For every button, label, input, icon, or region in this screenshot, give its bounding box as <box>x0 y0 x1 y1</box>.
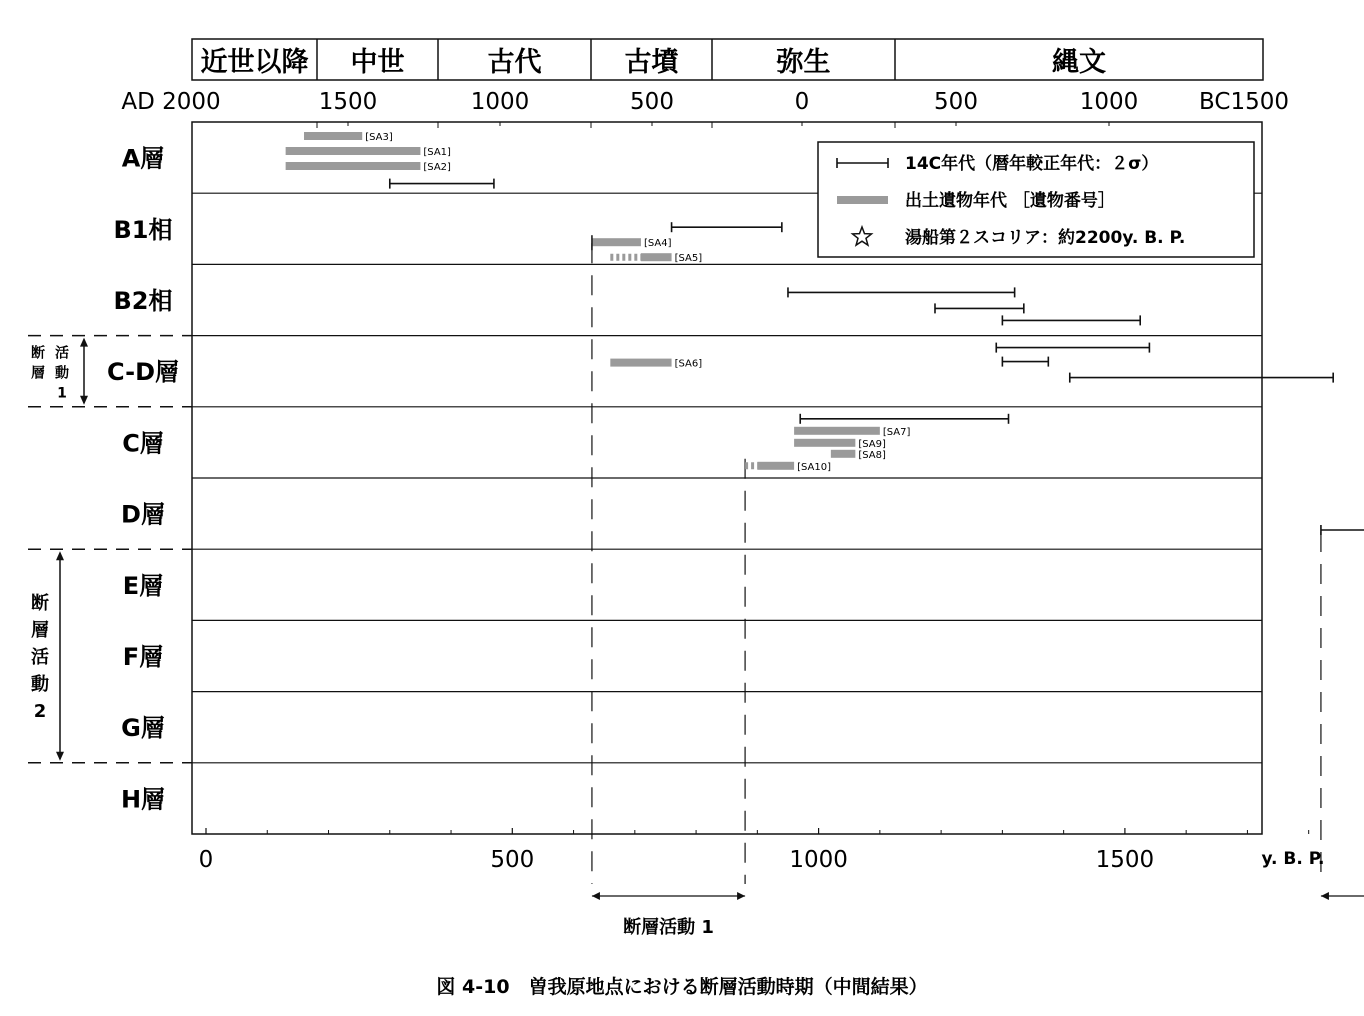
bracket-label-char: 断 <box>31 345 45 362</box>
artifact-bar <box>641 253 672 261</box>
artifact-bar <box>794 439 855 447</box>
ad-bc-tick-label: AD 2000 <box>121 89 221 115</box>
artifact-bar <box>286 147 421 155</box>
layer-label: A層 <box>121 144 165 173</box>
era-label: 中世 <box>350 47 405 78</box>
bracket-arrow <box>56 551 64 560</box>
ad-bc-tick-label: 0 <box>794 89 810 115</box>
artifact-bar <box>286 162 421 170</box>
bracket-label-char: 1 <box>57 385 67 402</box>
legend-label: 湯船第２スコリア：約2200y. B. P. <box>905 228 1186 248</box>
ad-bc-tick-label: BC1500 <box>1199 89 1289 115</box>
bracket-arrow <box>80 396 88 405</box>
ad-bc-scale <box>121 89 1289 115</box>
legend-label: 出土遺物年代 ［遺物番号］ <box>905 191 1115 211</box>
artifact-bar <box>794 427 880 435</box>
x-tick-label: 1500 <box>1095 847 1155 873</box>
layer-label: F層 <box>122 643 164 671</box>
fault-event-label: 断層活動 1 <box>623 917 714 938</box>
artifact-label: [SA7] <box>882 426 911 438</box>
era-label: 古代 <box>487 47 542 78</box>
ad-bc-tick-label: 1000 <box>470 89 530 115</box>
layer-label: B2相 <box>113 287 173 315</box>
artifact-bar <box>592 238 641 246</box>
layer-label: G層 <box>121 714 165 743</box>
bracket-label-char: 2 <box>33 701 47 723</box>
artifact-bar <box>757 462 794 470</box>
artifact-label: [SA6] <box>674 358 703 370</box>
layer-label: B1相 <box>113 215 173 244</box>
layer-label: H層 <box>120 785 166 814</box>
fault-events <box>592 892 1364 938</box>
bracket-label-char: 層 <box>31 365 45 382</box>
artifact-bar <box>610 359 671 367</box>
layer-label: D層 <box>121 500 165 529</box>
fault-guide-lines <box>592 243 1364 884</box>
bracket-label-char: 活 <box>55 345 69 362</box>
artifact-label: [SA1] <box>423 147 451 158</box>
layer-label: C層 <box>122 429 164 458</box>
bracket-arrow <box>56 752 64 761</box>
ad-bc-tick-label: 500 <box>934 89 978 115</box>
bracket-label-char: 活 <box>31 647 49 669</box>
fault-arrowhead <box>592 892 600 900</box>
artifact-label: [SA5] <box>674 253 703 265</box>
artifact-label: [SA10] <box>797 461 832 473</box>
ad-bc-tick-label: 1000 <box>1079 89 1139 115</box>
artifact-bar <box>304 132 362 140</box>
x-tick-label: 1000 <box>789 847 848 873</box>
artifact-bar <box>831 450 856 458</box>
artifact-label: [SA8] <box>858 449 886 461</box>
x-tick-label: 0 <box>198 847 214 873</box>
x-tick-label: 500 <box>490 847 535 873</box>
bracket-arrow <box>80 338 88 347</box>
era-header <box>192 39 1263 80</box>
legend-label: 14C年代（暦年較正年代：２σ） <box>905 154 1159 174</box>
figure-caption: 図 4-10 曽我原地点における断層活動時期（中間結果） <box>436 976 928 998</box>
layer-label: E層 <box>122 571 164 600</box>
bracket-label-char: 層 <box>31 620 49 642</box>
artifact-label: [SA2] <box>423 162 451 173</box>
artifact-label: [SA4] <box>643 238 672 250</box>
legend <box>818 142 1254 257</box>
fault-arrowhead <box>1321 892 1329 900</box>
artifact-label: [SA3] <box>365 132 393 143</box>
legend-artifact-bar <box>837 196 888 204</box>
era-label: 縄文 <box>1052 47 1106 78</box>
layer-label: C-D層 <box>106 358 180 387</box>
x-axis-unit: y. B. P. <box>1261 849 1325 869</box>
artifact-label: [SA9] <box>858 438 886 450</box>
era-label: 弥生 <box>776 47 831 78</box>
bracket-label-char: 動 <box>31 674 49 696</box>
era-label: 古墳 <box>624 47 679 78</box>
ad-bc-tick-label: 500 <box>630 89 674 115</box>
bracket-label-char: 動 <box>55 365 69 382</box>
bracket-label-char: 断 <box>31 593 49 615</box>
fault-arrowhead <box>737 892 745 900</box>
era-label: 近世以降 <box>200 47 309 78</box>
ad-bc-tick-label: 1500 <box>318 89 378 115</box>
